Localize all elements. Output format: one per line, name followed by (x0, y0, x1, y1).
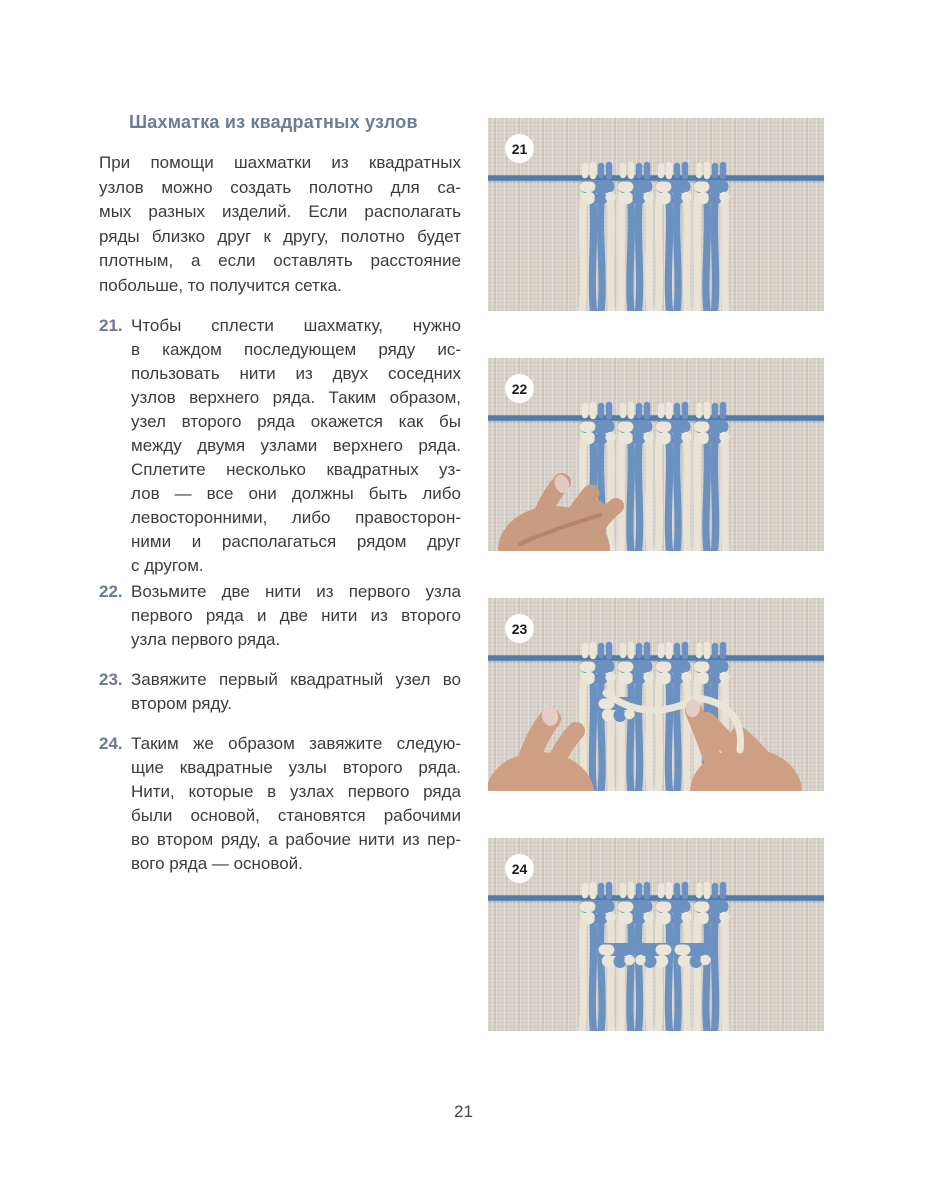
text-line: во втором ряду, а рабочие нити из пер- (131, 830, 461, 849)
text-line: щие квадратные узлы второго ряда. (131, 758, 461, 777)
text-line: узел второго ряда окажется как бы (131, 412, 461, 431)
photo-badge-number: 22 (511, 380, 528, 397)
step-text (131, 732, 461, 876)
text-line: Возьмите две нити из первого узла (131, 582, 461, 601)
text-line: первого ряда и две нити из второго (131, 606, 461, 625)
step-text (131, 668, 461, 716)
text-line: узла первого ряда. (131, 630, 281, 649)
photo-badge (505, 854, 534, 883)
text-line: пользовать нити из двух соседних (131, 364, 461, 383)
left-hand-icon (488, 704, 594, 791)
photo-step-24 (488, 838, 824, 1031)
step-text (131, 314, 461, 578)
photo-badge (505, 134, 534, 163)
text-line: в каждом последующем ряду ис- (131, 340, 461, 359)
text-line: вого ряда — основой. (131, 854, 303, 873)
section-heading: Шахматка из квадратных узлов (129, 112, 418, 132)
step-text (131, 580, 461, 652)
text-line: Нити, которые в узлах первого ряда (131, 782, 461, 801)
step-item-24 (99, 732, 461, 876)
step-item-22 (99, 580, 461, 652)
photo-step-22 (488, 358, 824, 551)
photo-step-21 (488, 118, 824, 311)
photo-badge (505, 614, 534, 643)
text-line: ряды близко друг к другу, полотно будет (99, 226, 461, 246)
text-line: между двумя узлами верхнего ряда. (131, 436, 461, 455)
text-line: Завяжите первый квадратный узел во (131, 670, 461, 689)
step-number: 23. (99, 670, 123, 689)
text-line: узлов верхнего ряда. Таким образом, (131, 388, 461, 407)
text-line: левосторонними, либо правосторон- (131, 508, 461, 527)
step-number: 21. (99, 316, 123, 335)
text-line: плотным, а если оставлять расстояние (99, 251, 461, 270)
macrame-hand-illustration (488, 358, 824, 551)
step-number: 22. (99, 582, 123, 601)
photo-badge-number: 24 (511, 860, 528, 877)
photo-badge (505, 374, 534, 403)
photo-step-23 (488, 598, 824, 791)
photo-badge-number: 21 (511, 140, 528, 157)
text-line: мых разных изделий. Если располагать (99, 202, 461, 221)
text-line: Таким же образом завяжите следую- (131, 734, 461, 753)
text-line: узлов можно создать полотно для са- (99, 177, 461, 197)
text-line: ними и располагаться рядом друг (131, 532, 461, 551)
step-item-21 (99, 314, 461, 578)
text-line: Чтобы сплести шахматку, нужно (131, 316, 461, 335)
intro-paragraph (99, 151, 461, 298)
text-line: лов — все они должны быть либо (131, 484, 461, 503)
macrame-two-hands-illustration (488, 598, 824, 791)
page-number: 21 (454, 1102, 473, 1121)
text-line: втором ряду. (131, 694, 232, 713)
text-line: были основой, становятся рабочими (131, 806, 461, 825)
text-line: с другом. (131, 556, 204, 575)
photo-badge-number: 23 (511, 620, 528, 637)
step-item-23 (99, 668, 461, 716)
macrame-row1-illustration (488, 118, 824, 311)
text-line: При помощи шахматки из квадратных (99, 153, 461, 172)
step-number: 24. (99, 734, 123, 753)
text-line: побольше, то получится сетка. (99, 275, 342, 295)
macrame-row2-illustration (488, 838, 824, 1031)
text-line: Сплетите несколько квадратных уз- (131, 460, 461, 479)
